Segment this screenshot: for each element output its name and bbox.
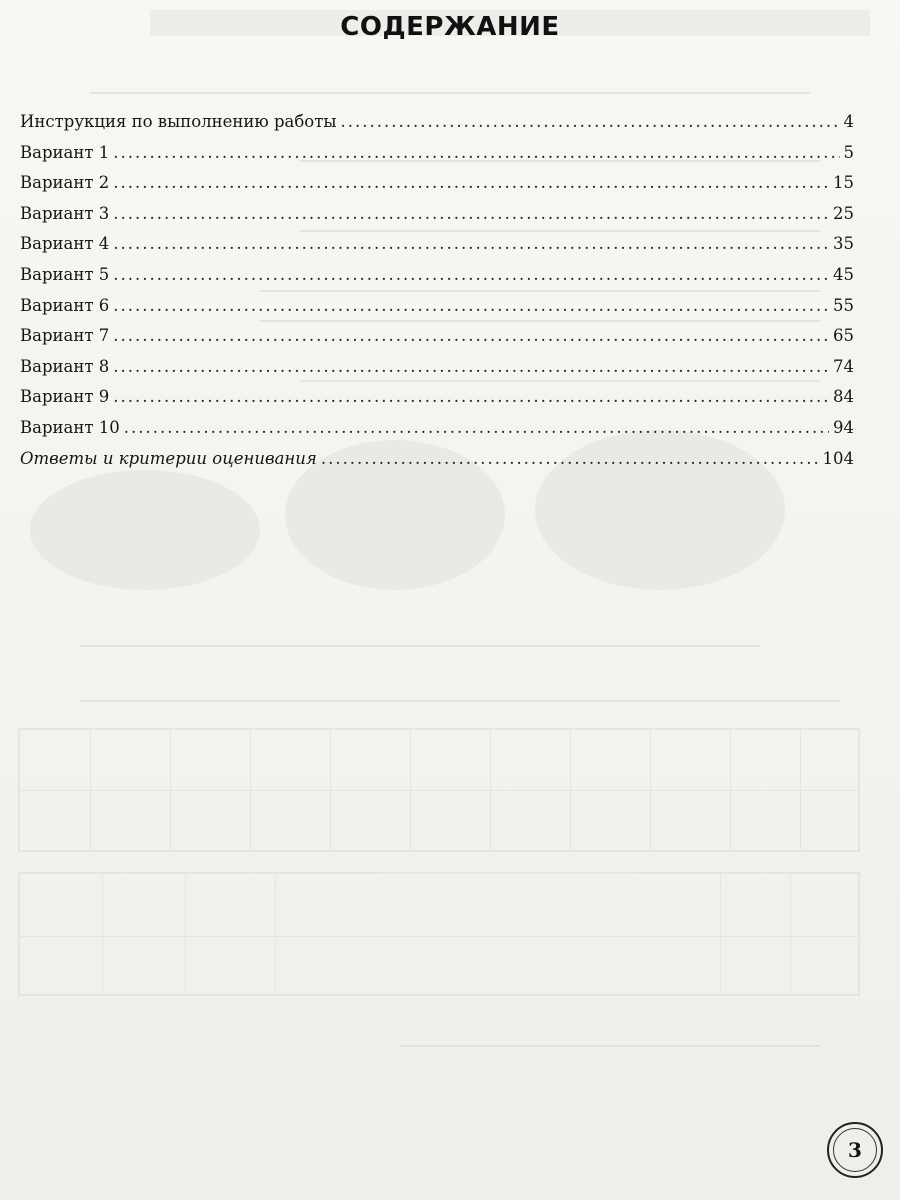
toc-leader-dots [124, 418, 829, 437]
toc-entry[interactable] [20, 204, 854, 235]
toc-entry-label: Вариант 5 [20, 264, 110, 284]
toc-leader-dots [113, 357, 829, 376]
toc-leader-dots [113, 204, 829, 223]
toc-entry[interactable] [20, 112, 854, 143]
toc-entry-label: Вариант 9 [20, 387, 110, 407]
bleed-through-table [18, 728, 860, 852]
toc-entry-page: 5 [843, 142, 854, 162]
bleed-through-table [18, 872, 860, 996]
table-of-contents [20, 112, 854, 479]
page-number: 3 [848, 1138, 862, 1162]
toc-entry-label: Вариант 4 [20, 234, 110, 254]
toc-entry-page: 4 [843, 112, 854, 131]
toc-entry[interactable] [20, 173, 854, 204]
bleed-through-portrait [30, 470, 260, 590]
toc-leader-dots [113, 234, 829, 253]
bleed-through-line [80, 700, 840, 702]
toc-entry-label: Вариант 2 [20, 173, 110, 193]
toc-leader-dots [113, 387, 829, 406]
toc-entry-page: 55 [833, 295, 854, 315]
toc-entry-label: Вариант 7 [20, 326, 110, 346]
toc-entry-page: 104 [822, 448, 854, 468]
toc-entry-page: 45 [833, 264, 854, 284]
toc-entry[interactable] [20, 234, 854, 265]
toc-leader-dots [113, 265, 829, 284]
toc-entry-page: 65 [833, 326, 854, 346]
toc-entry-page: 74 [833, 356, 854, 376]
toc-entry-page: 15 [833, 173, 854, 193]
toc-leader-dots [113, 143, 839, 162]
toc-entry-page: 35 [833, 234, 854, 254]
toc-entry-label: Вариант 3 [20, 203, 110, 223]
toc-entry-label: Инструкция по выполнению работы [20, 112, 337, 131]
toc-entry[interactable] [20, 265, 854, 296]
toc-leader-dots [341, 112, 840, 131]
bleed-through-line [80, 645, 760, 647]
toc-leader-dots [113, 173, 829, 192]
toc-leader-dots [321, 449, 819, 468]
toc-entry-page: 94 [833, 417, 854, 437]
toc-entry[interactable] [20, 418, 854, 449]
toc-entry-label: Вариант 10 [20, 417, 120, 437]
toc-entry-page: 84 [833, 387, 854, 407]
toc-entry-answers[interactable] [20, 449, 854, 480]
toc-entry[interactable] [20, 387, 854, 418]
toc-entry-label: Ответы и критерии оценивания [20, 448, 317, 468]
toc-leader-dots [113, 326, 829, 345]
toc-entry[interactable] [20, 326, 854, 357]
toc-entry[interactable] [20, 357, 854, 388]
bleed-through-line [90, 92, 810, 94]
toc-leader-dots [113, 296, 829, 315]
toc-entry[interactable] [20, 296, 854, 327]
page-title: СОДЕРЖАНИЕ [340, 12, 560, 42]
toc-entry-label: Вариант 1 [20, 142, 110, 162]
page-number-badge [827, 1122, 883, 1178]
toc-entry-label: Вариант 8 [20, 356, 110, 376]
toc-entry[interactable] [20, 143, 854, 174]
bleed-through-line [400, 1045, 820, 1047]
toc-entry-page: 25 [833, 203, 854, 223]
toc-entry-label: Вариант 6 [20, 295, 110, 315]
